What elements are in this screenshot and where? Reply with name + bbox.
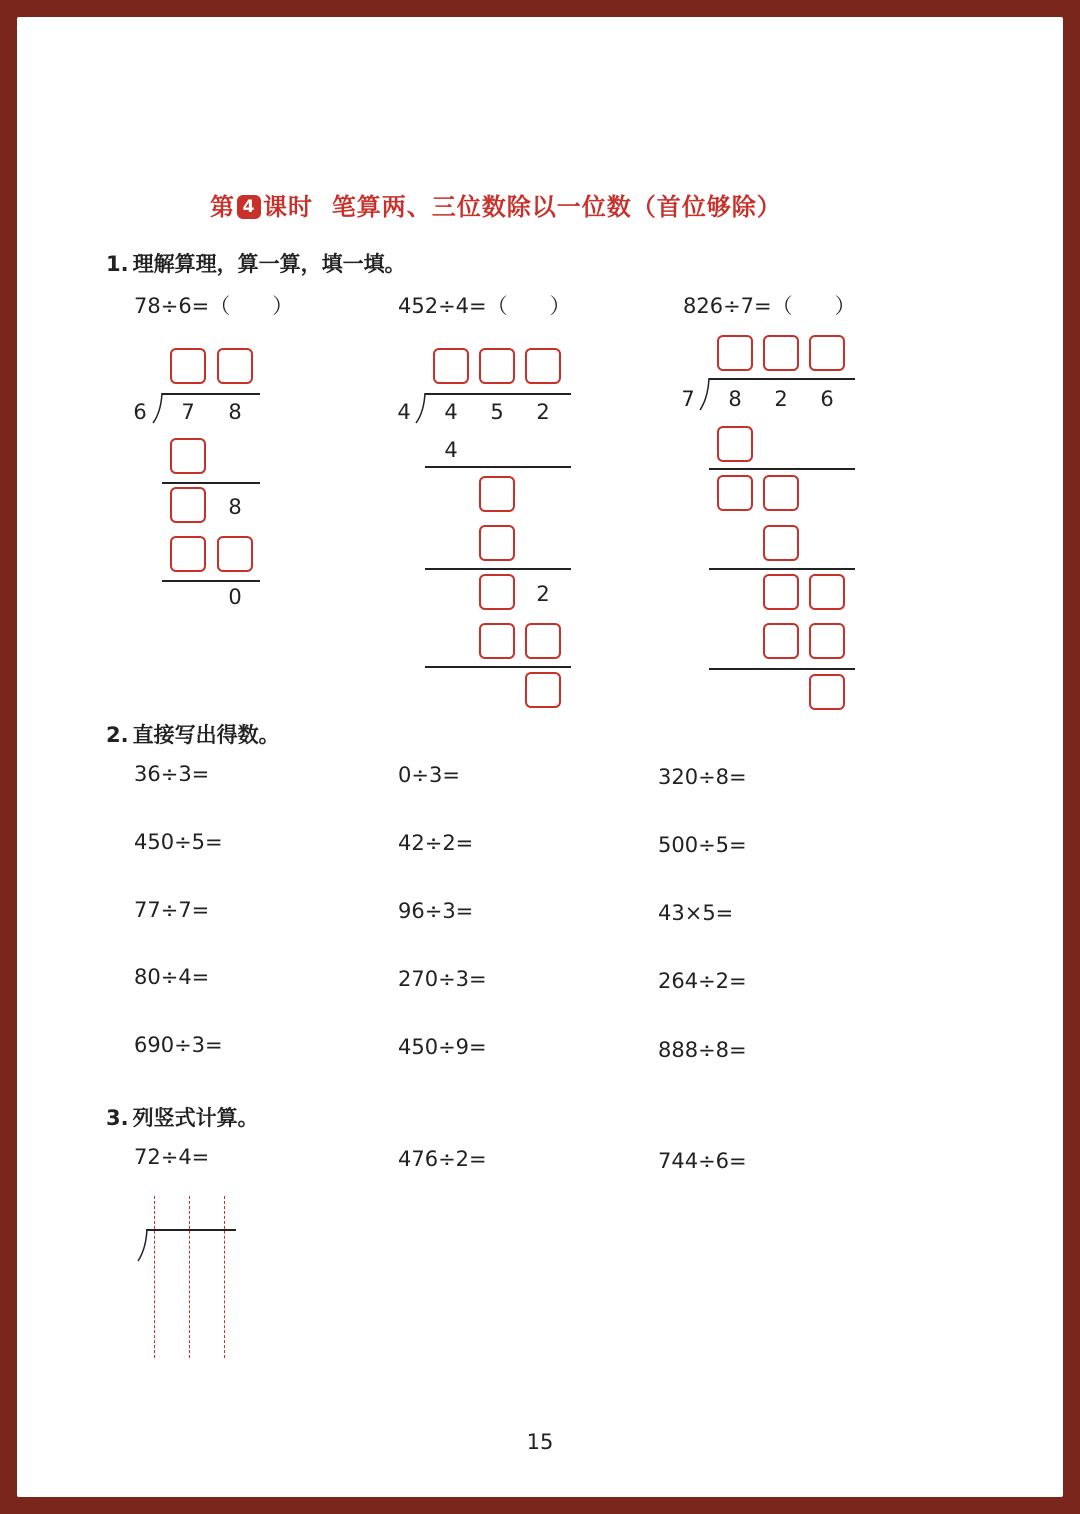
- step-box[interactable]: [809, 623, 845, 659]
- quotient-box[interactable]: [525, 348, 561, 384]
- dividend-digit: 2: [536, 400, 550, 424]
- subtraction-line: [162, 580, 260, 582]
- mental-math-item: 96÷3=: [398, 899, 474, 923]
- title-topic: 笔算两、三位数除以一位数（首位够除）: [331, 193, 782, 221]
- section-2-heading: [106, 719, 280, 749]
- grid-guide: [224, 1196, 225, 1358]
- step-box[interactable]: [479, 476, 515, 512]
- mental-math-item: 320÷8=: [658, 765, 747, 789]
- quotient-box[interactable]: [170, 348, 206, 384]
- subtraction-line: [425, 568, 571, 570]
- divisor: 7: [681, 387, 695, 411]
- subtraction-line: [162, 482, 260, 484]
- dividend-digit: 2: [774, 387, 788, 411]
- step-box[interactable]: [809, 574, 845, 610]
- section-2-text: 直接写出得数。: [132, 723, 280, 747]
- section-2-number: 2.: [106, 723, 129, 747]
- section-1-number: 1.: [106, 252, 129, 276]
- section-3-text: 列竖式计算。: [132, 1106, 259, 1130]
- division-bar: [162, 393, 260, 395]
- step-box[interactable]: [763, 623, 799, 659]
- given-digit: 4: [444, 438, 458, 462]
- section-3-heading: [106, 1102, 259, 1132]
- division-bracket: [137, 1228, 149, 1262]
- worksheet-page: [17, 17, 1063, 1497]
- step-box[interactable]: [763, 475, 799, 511]
- problem-2-expression: 452÷4=（ ）: [398, 294, 571, 318]
- dividend-digit: 8: [728, 387, 742, 411]
- problem-1-expression: 78÷6=（ ）: [134, 294, 294, 318]
- dividend-digit: 4: [444, 400, 458, 424]
- division-bar: [425, 393, 571, 395]
- vertical-calc-item: 744÷6=: [658, 1149, 747, 1173]
- mental-math-item: 888÷8=: [658, 1038, 747, 1062]
- problem-3-expression: 826÷7=（ ）: [683, 294, 856, 318]
- step-box[interactable]: [170, 536, 206, 572]
- quotient-box[interactable]: [217, 348, 253, 384]
- step-box[interactable]: [170, 487, 206, 523]
- vertical-calc-item: 476÷2=: [398, 1147, 487, 1171]
- dividend-digit: 7: [181, 400, 195, 424]
- step-box[interactable]: [479, 623, 515, 659]
- subtraction-line: [425, 666, 571, 668]
- mental-math-item: 270÷3=: [398, 967, 487, 991]
- step-box[interactable]: [217, 536, 253, 572]
- quotient-box[interactable]: [433, 348, 469, 384]
- lesson-title: [210, 187, 782, 222]
- page-number: 15: [526, 1430, 554, 1454]
- mental-math-item: 500÷5=: [658, 833, 747, 857]
- subtraction-line: [709, 668, 855, 670]
- mental-math-item: 264÷2=: [658, 969, 747, 993]
- step-box[interactable]: [717, 475, 753, 511]
- quotient-box[interactable]: [809, 335, 845, 371]
- dividend-digit: 6: [820, 387, 834, 411]
- quotient-box[interactable]: [763, 335, 799, 371]
- vertical-calc-item: 72÷4=: [134, 1145, 210, 1169]
- subtraction-line: [709, 468, 855, 470]
- given-digit: 8: [228, 495, 242, 519]
- subtraction-line: [425, 466, 571, 468]
- step-box[interactable]: [170, 438, 206, 474]
- given-digit: 2: [536, 582, 550, 606]
- divisor: 4: [397, 400, 411, 424]
- divisor: 6: [133, 400, 147, 424]
- dividend-digit: 5: [490, 400, 504, 424]
- mental-math-item: 80÷4=: [134, 965, 210, 989]
- lesson-number-badge: 4: [237, 195, 261, 219]
- section-1-heading: [106, 248, 406, 278]
- section-1-text: 理解算理，算一算，填一填。: [132, 252, 406, 276]
- division-bar: [709, 378, 855, 380]
- step-box[interactable]: [717, 426, 753, 462]
- quotient-box[interactable]: [479, 348, 515, 384]
- step-box[interactable]: [479, 574, 515, 610]
- step-box[interactable]: [525, 623, 561, 659]
- mental-math-item: 450÷5=: [134, 830, 223, 854]
- step-box[interactable]: [763, 574, 799, 610]
- mental-math-item: 0÷3=: [398, 763, 460, 787]
- mental-math-item: 690÷3=: [134, 1033, 223, 1057]
- mental-math-item: 43×5=: [658, 901, 734, 925]
- grid-guide: [154, 1196, 155, 1358]
- mental-math-item: 450÷9=: [398, 1035, 487, 1059]
- title-suffix: 课时: [263, 193, 313, 221]
- remainder-box[interactable]: [809, 674, 845, 710]
- section-3-number: 3.: [106, 1106, 129, 1130]
- mental-math-item: 42÷2=: [398, 831, 474, 855]
- mental-math-item: 36÷3=: [134, 762, 210, 786]
- quotient-box[interactable]: [717, 335, 753, 371]
- division-bar: [146, 1229, 236, 1231]
- step-box[interactable]: [763, 525, 799, 561]
- dividend-digit: 8: [228, 400, 242, 424]
- step-box[interactable]: [479, 525, 515, 561]
- subtraction-line: [709, 568, 855, 570]
- remainder-box[interactable]: [525, 672, 561, 708]
- title-prefix: 第: [210, 193, 235, 221]
- remainder-digit: 0: [228, 585, 242, 609]
- grid-guide: [189, 1196, 190, 1358]
- mental-math-item: 77÷7=: [134, 898, 210, 922]
